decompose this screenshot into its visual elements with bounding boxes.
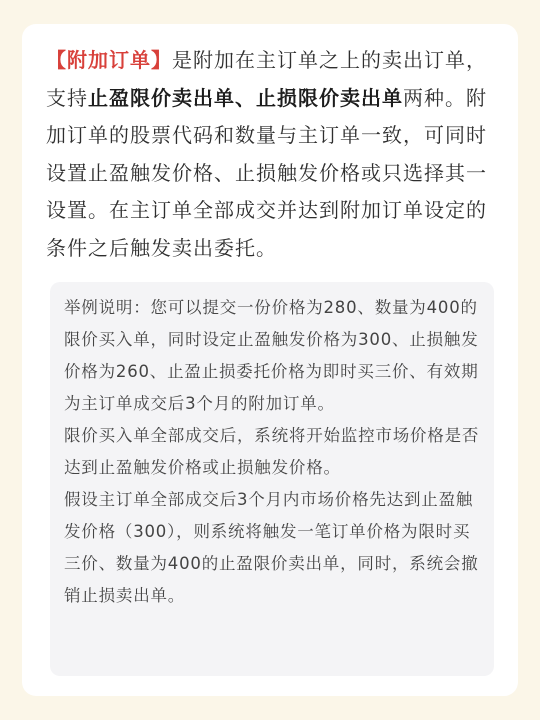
example-box xyxy=(50,282,494,676)
content-card xyxy=(22,24,518,696)
intro-text-1: 是附加在主订单之上的卖出订单，支持 xyxy=(46,48,487,110)
intro-text-2: 两种。附加订单的股票代码和数量与主订单一致，可同时设置止盈触发价格、止损触发价格或只选择其一设置。在主订单全部成交并达到附加订单设定的条件之后触发卖出委托。 xyxy=(46,85,487,260)
intro-paragraph xyxy=(46,42,498,267)
example-paragraph-3: 假设主订单全部成交后3个月内市场价格先达到止盈触发价格（300），则系统将触发一笔订单价格为限时买三价、数量为400的止盈限价卖出单，同时，系统会撤销止损卖出单。 xyxy=(64,490,479,605)
intro-tag: 【附加订单】 xyxy=(46,48,172,72)
example-paragraph-2: 限价买入单全部成交后，系统将开始监控市场价格是否达到止盈触发价格或止损触发价格。 xyxy=(64,426,480,477)
example-paragraph-1: 举例说明：您可以提交一份价格为280、数量为400的限价买入单，同时设定止盈触发价格为300、止损触发价格为260、止盈止损委托价格为即时买三价、有效期为主订单成交后3个月的附加订单。 xyxy=(64,298,479,413)
intro-bold-1: 止盈限价卖出单、止损限价卖出单 xyxy=(88,85,403,110)
